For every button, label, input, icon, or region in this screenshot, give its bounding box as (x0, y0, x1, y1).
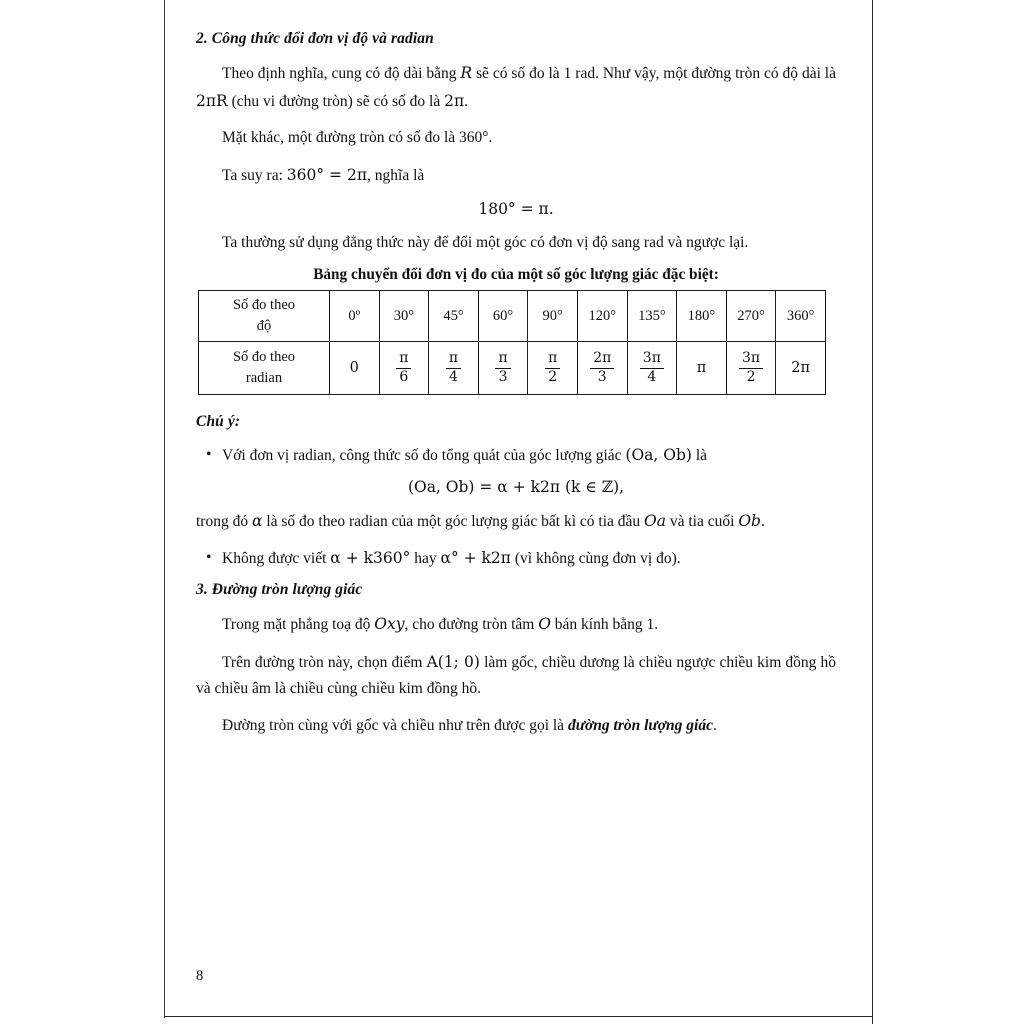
cell-degree: 120° (577, 291, 627, 342)
radian-fraction (739, 351, 763, 385)
cell-radian (677, 342, 727, 395)
paragraph-origin-point (196, 649, 836, 703)
radian-plain: π (696, 359, 707, 376)
text-frag: làm gốc, chiều dương là chiều ngược chiều kim đồng hồ và chiều âm là chiều cùng chiều kim đồng hồ. (196, 653, 836, 698)
section-heading-3: 3. Đường tròn lượng giác (196, 580, 363, 598)
text-frag: là (691, 446, 707, 464)
radian-fraction (545, 351, 560, 385)
cell-radian (776, 342, 826, 395)
row-header-degrees (199, 291, 330, 342)
row-header-degrees-line2: độ (256, 318, 272, 335)
text-frag: sẽ có số đo là 1 rad. Như vậy, một đường tròn có độ dài là (472, 65, 836, 82)
radian-fraction (495, 351, 510, 385)
fraction-numerator: π (495, 351, 510, 368)
conversion-table-body (199, 291, 826, 395)
note-bullet-list-2 (196, 545, 836, 573)
display-equation-180: 180° = π. (478, 199, 554, 218)
math-Oxy: Oxy (374, 614, 405, 633)
table-caption: Bảng chuyển đổi đơn vị đo của một số góc lượng giác đặc biệt: (313, 266, 719, 284)
cell-radian (577, 342, 627, 395)
term-trig-circle: đường tròn lượng giác (567, 716, 713, 734)
text-frag: và tia cuối (666, 512, 739, 530)
math-2piR: 2πR (196, 91, 228, 110)
text-frag: (vì không cùng đơn vị đo). (510, 550, 681, 568)
math-Oa: Oa (644, 511, 666, 530)
radian-fraction (396, 351, 411, 385)
cell-radian (379, 342, 429, 395)
paragraph-where (196, 508, 836, 536)
bullet-dot-icon: • (206, 549, 212, 567)
fraction-denominator: 4 (449, 368, 458, 385)
fraction-denominator: 2 (548, 368, 558, 385)
bullet-dot-icon: • (206, 445, 212, 463)
math-alphadeg-k2pi: α° + k2π (440, 549, 511, 568)
text-frag: . (464, 92, 469, 110)
fraction-denominator: 4 (647, 368, 657, 385)
cell-degree: 270° (726, 291, 776, 342)
paragraph-other-hand: Mặt khác, một đường tròn có số đo là 360°. (222, 129, 493, 147)
text-frag: . (760, 512, 765, 530)
text-frag: Với đơn vị radian, công thức số đo tổng quát của góc lượng giác (222, 446, 626, 464)
paragraph-plane (196, 611, 836, 639)
list-item (196, 442, 836, 470)
math-oa-ob: (Oa, Ob) (625, 445, 692, 464)
cell-radian (330, 342, 380, 395)
radian-plain: 0 (349, 359, 359, 376)
text-frag: hay (410, 550, 441, 568)
text-frag: Không được viết (222, 550, 331, 568)
math-R: R (460, 64, 473, 82)
paragraph-trig-circle (196, 713, 836, 740)
cell-degree: 60° (478, 291, 528, 342)
row-header-radians (199, 342, 330, 395)
text-frag: bán kính bằng 1. (550, 615, 659, 633)
paragraph-usage: Ta thường sử dụng đẳng thức này để đổi một góc có đơn vị độ sang rad và ngược lại. (222, 233, 749, 251)
cell-radian (726, 342, 776, 395)
fraction-numerator: π (545, 351, 560, 368)
note-label: Chú ý: (196, 413, 241, 431)
text-frag: , nghĩa là (367, 166, 425, 184)
paragraph-deduce (196, 162, 836, 190)
cell-degree: 135° (627, 291, 677, 342)
cell-degree: 360° (776, 291, 826, 342)
display-equation-general: (Oa, Ob) = α + k2π (k ∈ ℤ), (407, 477, 625, 496)
fraction-numerator: π (446, 351, 461, 368)
cell-degree: 30° (379, 291, 429, 342)
conversion-table (198, 290, 826, 395)
fraction-numerator: π (396, 351, 411, 368)
document-content (196, 30, 836, 750)
page-border-bottom (164, 1016, 873, 1017)
math-2pi: 2π (444, 91, 465, 110)
fraction-numerator: 3π (739, 351, 763, 368)
text-frag: , cho đường tròn tâm (404, 615, 539, 633)
radian-fraction (590, 351, 614, 385)
math-point-A: A(1; 0) (426, 652, 480, 671)
list-item (196, 545, 836, 573)
math-O: O (538, 614, 551, 633)
fraction-denominator: 2 (746, 368, 756, 385)
note-bullet-list (196, 442, 836, 470)
cell-degree: 180° (677, 291, 727, 342)
cell-degree: 45° (429, 291, 479, 342)
page-border-left-inner (164, 0, 165, 1018)
text-frag: . (712, 716, 717, 734)
page-border-right-outer (872, 0, 873, 1024)
section-heading-2: 2. Công thức đổi đơn vị độ và radian (196, 30, 434, 47)
cell-degree: 90° (528, 291, 578, 342)
cell-radian (429, 342, 479, 395)
cell-degree: 0º (330, 291, 380, 342)
text-frag: Trên đường tròn này, chọn điểm (222, 653, 427, 671)
text-frag: Trong mặt phẳng toạ độ (222, 615, 375, 633)
fraction-denominator: 6 (399, 368, 409, 385)
text-frag: (chu vi đường tròn) sẽ có số đo là (227, 92, 445, 110)
table-row-radians (199, 342, 826, 395)
table-row-degrees (199, 291, 826, 342)
text-frag: Đường tròn cùng với gốc và chiều như trên được gọi là (222, 716, 568, 734)
row-header-radians-line1: Số đo theo (232, 349, 296, 366)
paragraph-definition (196, 60, 836, 115)
text-frag: trong đó (196, 512, 252, 530)
math-alpha: α (251, 511, 263, 530)
fraction-numerator: 3π (640, 351, 664, 368)
math-Ob: Ob (738, 511, 761, 530)
fraction-denominator: 3 (498, 368, 508, 385)
cell-radian (528, 342, 578, 395)
cell-radian (478, 342, 528, 395)
radian-fraction (446, 351, 461, 385)
row-header-radians-line2: radian (245, 370, 283, 387)
fraction-numerator: 2π (590, 351, 614, 368)
radian-fraction (640, 351, 664, 385)
radian-plain: 2π (791, 359, 811, 376)
math-alpha-k360: α + k360° (330, 549, 411, 568)
cell-radian (627, 342, 677, 395)
text-frag: là số đo theo radian của một góc lượng giác bất kì có tia đầu (262, 512, 645, 530)
text-frag: Theo định nghĩa, cung có độ dài bằng (222, 65, 461, 82)
fraction-denominator: 3 (597, 368, 607, 385)
text-frag: Ta suy ra: (222, 166, 287, 184)
row-header-degrees-line1: Số đo theo (232, 297, 296, 314)
page-number: 8 (196, 968, 204, 984)
math-360-eq-2pi: 360° = 2π (286, 165, 368, 184)
